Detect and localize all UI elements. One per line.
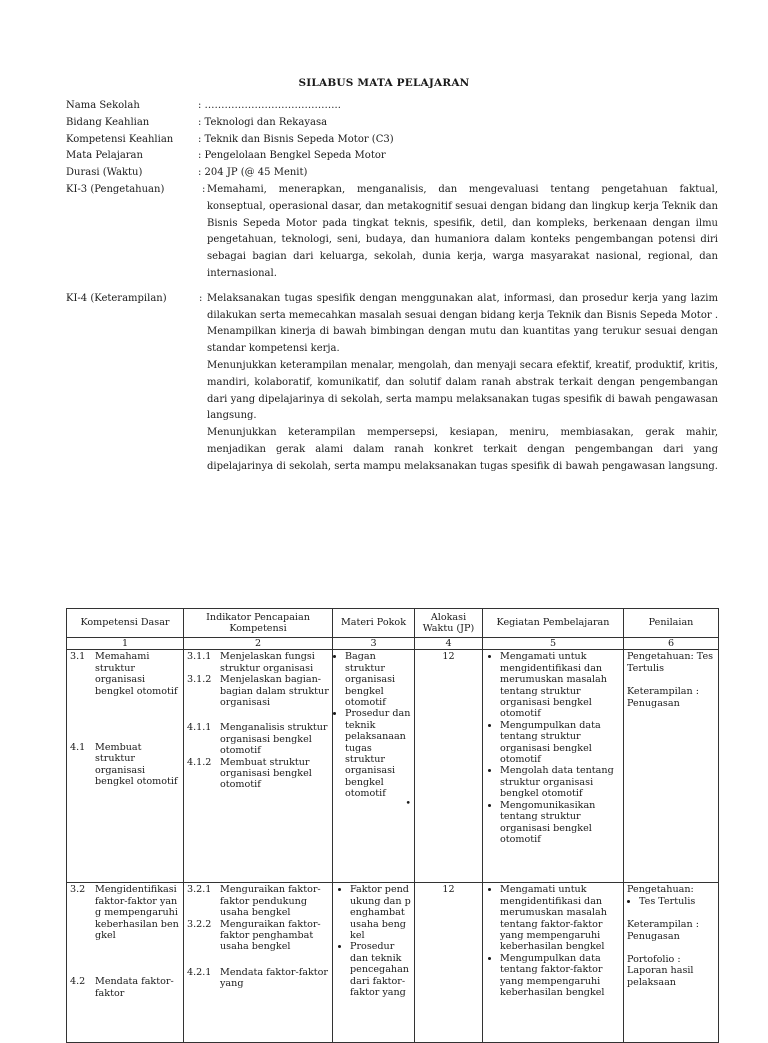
- info-label: Kompetensi Keahlian: [66, 133, 174, 145]
- list-item: • Prosedur dan teknik pelaksanaan tugas struktur organisasi bengkel otomotif: [345, 708, 411, 799]
- table-row: [67, 883, 719, 1043]
- syllabus-table: [66, 608, 719, 1043]
- penilaian-text: Pengetahuan:: [627, 884, 694, 896]
- materi-cell: [333, 883, 415, 1043]
- bullet-mark: •: [405, 797, 411, 809]
- penilaian-text: Keterampilan : Penugasan: [627, 686, 699, 709]
- ki4-text: [198, 291, 718, 476]
- list-item: • Mengolah data tentang struktur organisasi bengkel otomotif: [500, 765, 620, 799]
- indicator-text: Menjelaskan bagian-bagian dalam struktur organisasi: [220, 674, 329, 709]
- kd-cell: [67, 883, 184, 1043]
- col-number: 5: [483, 638, 624, 650]
- indicator-number: 4.1.1: [187, 722, 212, 734]
- indicator-number: 3.2.2: [187, 918, 212, 930]
- col-number: 1: [67, 638, 184, 650]
- info-label: Nama Sekolah: [66, 100, 140, 111]
- table-header-row: [67, 609, 719, 638]
- info-label: Durasi (Waktu): [66, 167, 143, 179]
- indicator-text: Menganalisis struktur organisasi bengkel otomotif: [220, 722, 328, 757]
- ki4-row: [66, 291, 718, 476]
- list-item: • Mengomunikasikan tentang struktur organisasi bengkel otomotif: [500, 800, 620, 846]
- table-number-row: [67, 638, 719, 650]
- kegiatan-cell: [483, 650, 624, 883]
- col-header: Materi Pokok: [333, 609, 415, 638]
- info-row-durasi: [66, 165, 718, 182]
- ki3-row: [66, 182, 718, 283]
- indicator-cell: [184, 883, 333, 1043]
- info-value: : …………………………………..: [198, 100, 341, 111]
- ki3-paragraph: Memahami, menerapkan, menganalisis, dan mengevaluasi tentang pengetahuan faktual, konseptual, operasional dasar, dan metakognitif sesuai dengan bidang dan lingkup kerja Teknik dan Bisnis Sepeda Motor pada tingkat teknis, spesifik, detil, dan kompleks, berkenaan dengan ilmu pengetahuan, teknologi, seni, budaya, dan humaniora dalam konteks pengembangan potensi diri sebagai bagian dari keluarga, sekolah, dunia kerja, warga masyarakat nasional, regional, dan internasional.: [207, 183, 718, 279]
- indicator-text: Menjelaskan fungsi struktur organisasi: [220, 651, 315, 674]
- materi-cell: [333, 650, 415, 883]
- info-row-school: [66, 98, 718, 115]
- list-item: • Prosedur dan teknik pencegahan dari faktor-faktor yang: [350, 941, 411, 998]
- indicator-text: Menguraikan faktor-faktor penghambat usaha bengkel: [220, 918, 321, 953]
- col-header: Penilaian: [624, 609, 719, 638]
- info-value: : Teknologi dan Rekayasa: [198, 116, 328, 128]
- info-label: Bidang Keahlian: [66, 116, 150, 128]
- ki4-paragraph-2: Menunjukkan keterampilan menalar, mengolah, dan menyaji secara efektif, kreatif, produktif, kritis, mandiri, kolaboratif, komunikatif, dan solutif dalam ranah abstrak terkait dengan pengembangan dari yang dipelajarinya di sekolah, serta mampu melaksanakan tugas spesifik di bawah pengawasan langsung.: [207, 359, 718, 422]
- colon: :: [202, 183, 206, 195]
- ki4-paragraph-3: Menunjukkan keterampilan mempersepsi, kesiapan, meniru, membiasakan, gerak mahir, menjadikan gerak alami dalam ranah konkret terkait dengan pengembangan dari yang dipelajarinya di sekolah, serta mampu melaksanakan tugas spesifik di bawah pengawasan langsung.: [207, 427, 718, 472]
- page-title: SILABUS MATA PELAJARAN: [298, 77, 470, 89]
- ki4-label: KI-4 (Keterampilan): [66, 292, 167, 304]
- col-header: Kegiatan Pembelajaran: [483, 609, 624, 638]
- table-row: [67, 650, 719, 883]
- kd-text: Mendata faktor-faktor: [95, 976, 174, 999]
- indicator-text: Mendata faktor-faktor yang: [220, 966, 329, 990]
- ki3-label: KI-3 (Pengetahuan): [66, 183, 165, 195]
- kd-text: Mengidentifikasi faktor-faktor yang mempengaruhi keberhasilan bengkel: [95, 884, 179, 942]
- list-item: • Mengumpulkan data tentang faktor-faktor yang mempengaruhi keberhasilan bengkel: [500, 953, 620, 999]
- info-value: : Teknik dan Bisnis Sepeda Motor (C3): [198, 133, 394, 145]
- kd-text: Memahami struktur organisasi bengkel otomotif: [95, 651, 178, 697]
- ki4-paragraph-1: Melaksanakan tugas spesifik dengan menggunakan alat, informasi, dan prosedur kerja yang lazim dilakukan serta memecahkan masalah sesuai dengan bidang kerja Teknik dan Bisnis Sepeda Motor . Menampilkan kinerja di bawah bimbingan dengan mutu dan kuantitas yang terukur sesuai dengan standar kompetensi kerja.: [207, 292, 718, 355]
- indicator-number: 4.2.1: [187, 966, 212, 978]
- kegiatan-cell: [483, 883, 624, 1043]
- jp-cell: 12: [415, 650, 483, 883]
- col-number: 2: [184, 638, 333, 650]
- list-item: • Mengamati untuk mengidentifikasi dan merumuskan masalah tentang faktor-faktor yang mempengaruhi keberhasilan bengkel: [500, 884, 620, 952]
- kd-cell: [67, 650, 184, 883]
- colon: :: [199, 292, 203, 304]
- indicator-text: Menguraikan faktor-faktor pendukung usaha bengkel: [220, 884, 321, 919]
- penilaian-text: Keterampilan : Penugasan: [627, 919, 699, 942]
- col-number: 4: [415, 638, 483, 650]
- info-value: : Pengelolaan Bengkel Sepeda Motor: [198, 150, 386, 162]
- col-header: Alokasi Waktu (JP): [415, 609, 483, 638]
- info-row-kompetensi: [66, 132, 718, 149]
- info-value: : 204 JP (@ 45 Menit): [198, 167, 308, 179]
- penilaian-text: Portofolio : Laporan hasil pelaksaan: [627, 954, 694, 988]
- list-item: • Mengamati untuk mengidentifikasi dan merumuskan masalah tentang struktur organisasi bengkel otomotif: [500, 651, 620, 719]
- kd-number: 3.1: [70, 651, 86, 663]
- kd-number: 3.2: [70, 884, 86, 896]
- penilaian-cell: [624, 883, 719, 1043]
- indicator-number: 3.2.1: [187, 884, 212, 896]
- kd-number: 4.1: [70, 742, 86, 754]
- indicator-cell: [184, 650, 333, 883]
- info-label: Mata Pelajaran: [66, 150, 143, 162]
- col-number: 6: [624, 638, 719, 650]
- col-number: 3: [333, 638, 415, 650]
- list-item: • Tes Tertulis: [639, 896, 715, 907]
- kd-text: Membuat struktur organisasi bengkel otomotif: [95, 742, 178, 788]
- penilaian-cell: [624, 650, 719, 883]
- ki3-text: [198, 182, 718, 283]
- jp-cell: 12: [415, 883, 483, 1043]
- indicator-number: 3.1.2: [187, 674, 212, 686]
- col-header: Kompetensi Dasar: [67, 609, 184, 638]
- col-header: Indikator Pencapaian Kompetensi: [184, 609, 333, 638]
- indicator-number: 4.1.2: [187, 756, 212, 768]
- penilaian-text: Pengetahuan: Tes Tertulis: [627, 651, 714, 674]
- list-item: • Faktor pendukung dan penghambat usaha bengkel: [350, 884, 411, 941]
- info-section: [66, 98, 718, 476]
- kd-number: 4.2: [70, 976, 86, 988]
- list-item: • Bagan struktur organisasi bengkel otomotif: [345, 651, 411, 708]
- info-row-bidang: [66, 115, 718, 132]
- indicator-number: 3.1.1: [187, 651, 212, 663]
- list-item: • Mengumpulkan data tentang struktur organisasi bengkel otomotif: [500, 720, 620, 766]
- info-row-mapel: [66, 148, 718, 165]
- indicator-text: Membuat struktur organisasi bengkel otomotif: [220, 756, 312, 791]
